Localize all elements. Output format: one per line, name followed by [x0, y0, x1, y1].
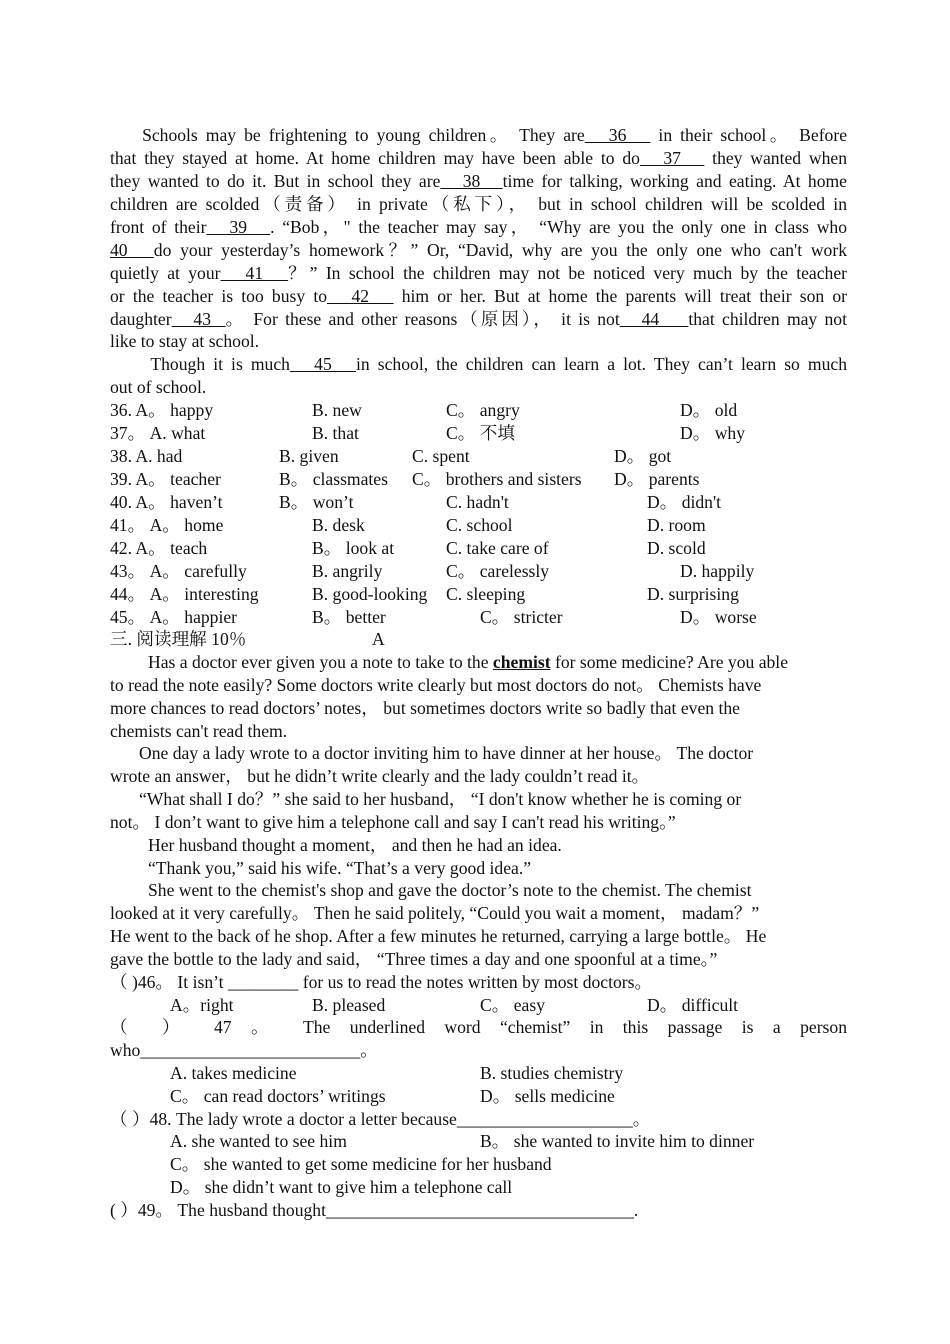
text: him or her. But at home the parents will treat their son or: [393, 286, 847, 306]
blank-36: 36: [584, 125, 651, 145]
text: front of their: [110, 217, 207, 237]
q48-stem: （ ）48. The lady wrote a doctor a letter because____________________。: [110, 1109, 651, 1129]
q46-option-b: B. pleased: [312, 995, 386, 1015]
q47-option-c: C。 can read doctors’ writings: [170, 1086, 386, 1106]
text: they wanted to do it. But in school they are: [110, 171, 441, 191]
q39-option-d: D。 parents: [614, 469, 700, 489]
q38-option-b: B. given: [279, 446, 339, 466]
passage1-line-4: [110, 193, 847, 216]
passage2-p2-line-1: One day a lady wrote to a doctor inviting him to have dinner at her house。 The doctor: [139, 743, 754, 763]
passage1-line-7: [110, 262, 847, 285]
q36-option-d: D。 old: [680, 400, 738, 420]
passage2-p1-line-3: more chances to read doctors’ notes， but sometimes doctors write so badly that even the: [110, 698, 740, 718]
passage2-p6-line-1: She went to the chemist's shop and gave the doctor’s note to the chemist. The chemist: [148, 880, 752, 900]
q44-option-c: C. sleeping: [446, 584, 526, 604]
text: for some medicine? Are you able: [550, 652, 789, 672]
blank-39: 39: [206, 217, 271, 237]
q39-option-c: C。 brothers and sisters: [412, 469, 582, 489]
q46-option-a: A。right: [170, 995, 234, 1015]
text: in their school。 Before: [650, 125, 848, 145]
text: ？” In school the children may not be noticed very much by the teacher: [288, 263, 848, 283]
q43-option-c: C。 carelessly: [446, 561, 550, 581]
passage1-line-1: [110, 124, 847, 147]
passage1-line-12: out of school.: [110, 377, 207, 397]
passage2-p6-line-3: He went to the back of he shop. After a few minutes he returned, carrying a large bottle。 He: [110, 926, 767, 946]
text: do your yesterday’s homework？” Or, “David, why are you the only one who can't work: [153, 240, 847, 260]
q36-option-b: B. new: [312, 400, 362, 420]
text: quietly at your: [110, 263, 221, 283]
passage1-line-2: [110, 147, 847, 170]
text: they wanted when: [704, 148, 847, 168]
q45-option-d: D。 worse: [680, 607, 757, 627]
blank-40: 40: [110, 240, 154, 260]
q37-option-b: B. that: [312, 423, 359, 443]
text: Has a doctor ever given you a note to take to the: [148, 652, 493, 672]
text: Schools may be frightening to young children。 They are: [142, 125, 585, 145]
q46-option-d: D。 difficult: [647, 995, 739, 1015]
q41-option-c: C. school: [446, 515, 513, 535]
q43-option-b: B. angrily: [312, 561, 383, 581]
q49-stem: ( ）49。 The husband thought___________________________________.: [110, 1200, 639, 1220]
passage1-line-3: [110, 170, 847, 193]
q41-option-b: B. desk: [312, 515, 365, 535]
q44-option-b: B. good-looking: [312, 584, 428, 604]
q45-option-c: C。 stricter: [480, 607, 563, 627]
passage2-p2-line-2: wrote an answer， but he didn’t write clearly and the lady couldn’t read it。: [110, 766, 650, 786]
q42-stem-a: 42. A。 teach: [110, 538, 208, 558]
passage2-p5: “Thank you,” said his wife. “That’s a very good idea.”: [148, 858, 532, 878]
text: in school, the children can learn a lot. They can’t learn so much: [356, 354, 848, 374]
blank-45: 45: [289, 354, 357, 374]
q38-option-c: C. spent: [412, 446, 470, 466]
q37-option-d: D。 why: [680, 423, 745, 443]
q40-option-b: B。 won’t: [279, 492, 354, 512]
q41-option-d: D. room: [647, 515, 706, 535]
q39-option-b: B。 classmates: [279, 469, 388, 489]
passage1-line-6: [110, 239, 847, 262]
passage2-p6-line-2: looked at it very carefully。 Then he said politely, “Could you wait a moment， madam？”: [110, 903, 760, 923]
blank-44: 44: [619, 309, 689, 329]
passage2-p4: Her husband thought a moment， and then he had an idea.: [148, 835, 562, 855]
q45-option-b: B。 better: [312, 607, 386, 627]
text: children are scolded（责备） in private（私下）， but in school children will be scolded in: [110, 194, 847, 214]
section3-heading: 三. 阅读理解 10％: [110, 629, 247, 649]
q47-option-d: D。 sells medicine: [480, 1086, 615, 1106]
q45-stem-a: 45。 A。 happier: [110, 607, 238, 627]
q40-option-d: D。 didn't: [647, 492, 722, 512]
q43-option-d: D. happily: [680, 561, 755, 581]
q47-stem: （ ） 47 。 The underlined word “chemist” in this passage is a person: [110, 1017, 847, 1037]
q44-stem-a: 44。 A。 interesting: [110, 584, 259, 604]
blank-42: 42: [327, 286, 394, 306]
q36-option-c: C。 angry: [446, 400, 520, 420]
q42-option-b: B。 look at: [312, 538, 395, 558]
passage2-p3-line-2: not。 I don’t want to give him a telephone call and say I can't read his writing。”: [110, 812, 676, 832]
q38-option-d: D。 got: [614, 446, 672, 466]
passage1-line-11: [110, 353, 847, 376]
q48-option-d: D。 she didn’t want to give him a telephone call: [170, 1177, 513, 1197]
text: time for talking, working and eating. At home: [502, 171, 847, 191]
q42-option-d: D. scold: [647, 538, 706, 558]
text: 。 For these and other reasons（原因）， it is not: [225, 309, 620, 329]
q40-option-c: C. hadn't: [446, 492, 509, 512]
blank-41: 41: [220, 263, 289, 283]
passage2-p6-line-4: gave the bottle to the lady and said， “Three times a day and one spoonful at a time。”: [110, 949, 718, 969]
q48-option-b: B。 she wanted to invite him to dinner: [480, 1131, 755, 1151]
passage2-p3-line-1: “What shall I do？” she said to her husband， “I don't know whether he is coming or: [139, 789, 742, 809]
q40-stem-a: 40. A。 haven’t: [110, 492, 223, 512]
q48-option-c: C。 she wanted to get some medicine for her husband: [170, 1154, 552, 1174]
text: Though it is much: [150, 354, 290, 374]
blank-43: 43: [171, 309, 226, 329]
text: that children may not: [688, 309, 847, 329]
q47-option-b: B. studies chemistry: [480, 1063, 624, 1083]
q41-stem-a: 41。 A。 home: [110, 515, 224, 535]
passage1-line-9: [110, 308, 847, 331]
passage2-p1-line-4: chemists can't read them.: [110, 721, 288, 741]
blank-38: 38: [440, 171, 503, 191]
q38-stem-a: 38. A. had: [110, 446, 183, 466]
text: or the teacher is too busy to: [110, 286, 328, 306]
q36-stem-a: 36. A。 happy: [110, 400, 214, 420]
text: that they stayed at home. At home children may have been able to do: [110, 148, 640, 168]
q44-option-d: D. surprising: [647, 584, 739, 604]
passage2-p1-line-1: [148, 651, 788, 674]
passage1-line-5: [110, 216, 847, 239]
section3-label: A: [372, 629, 385, 649]
q37-stem-a: 37。 A. what: [110, 423, 206, 443]
q46-stem: （ )46。 It isn’t ________ for us to read the notes written by most doctors。: [110, 972, 653, 992]
q37-option-c: C。 不填: [446, 423, 515, 443]
text: . “Bob，" the teacher may say， “Why are you the only one in class who: [270, 217, 847, 237]
q48-option-a: A. she wanted to see him: [170, 1131, 347, 1151]
passage2-p1-line-2: to read the note easily? Some doctors write clearly but most doctors do not。 Chemists have: [110, 675, 762, 695]
q47-option-a: A. takes medicine: [170, 1063, 297, 1083]
underlined-word-chemist: chemist: [492, 652, 551, 672]
passage1-line-10: like to stay at school.: [110, 331, 260, 351]
text: daughter: [110, 309, 172, 329]
blank-37: 37: [639, 148, 705, 168]
q39-stem-a: 39. A。 teacher: [110, 469, 221, 489]
q43-stem-a: 43。 A。 carefully: [110, 561, 247, 581]
passage1-line-8: [110, 285, 847, 308]
q42-option-c: C. take care of: [446, 538, 549, 558]
q46-option-c: C。 easy: [480, 995, 545, 1015]
q47-stem-line-2: who_________________________。: [110, 1040, 378, 1060]
